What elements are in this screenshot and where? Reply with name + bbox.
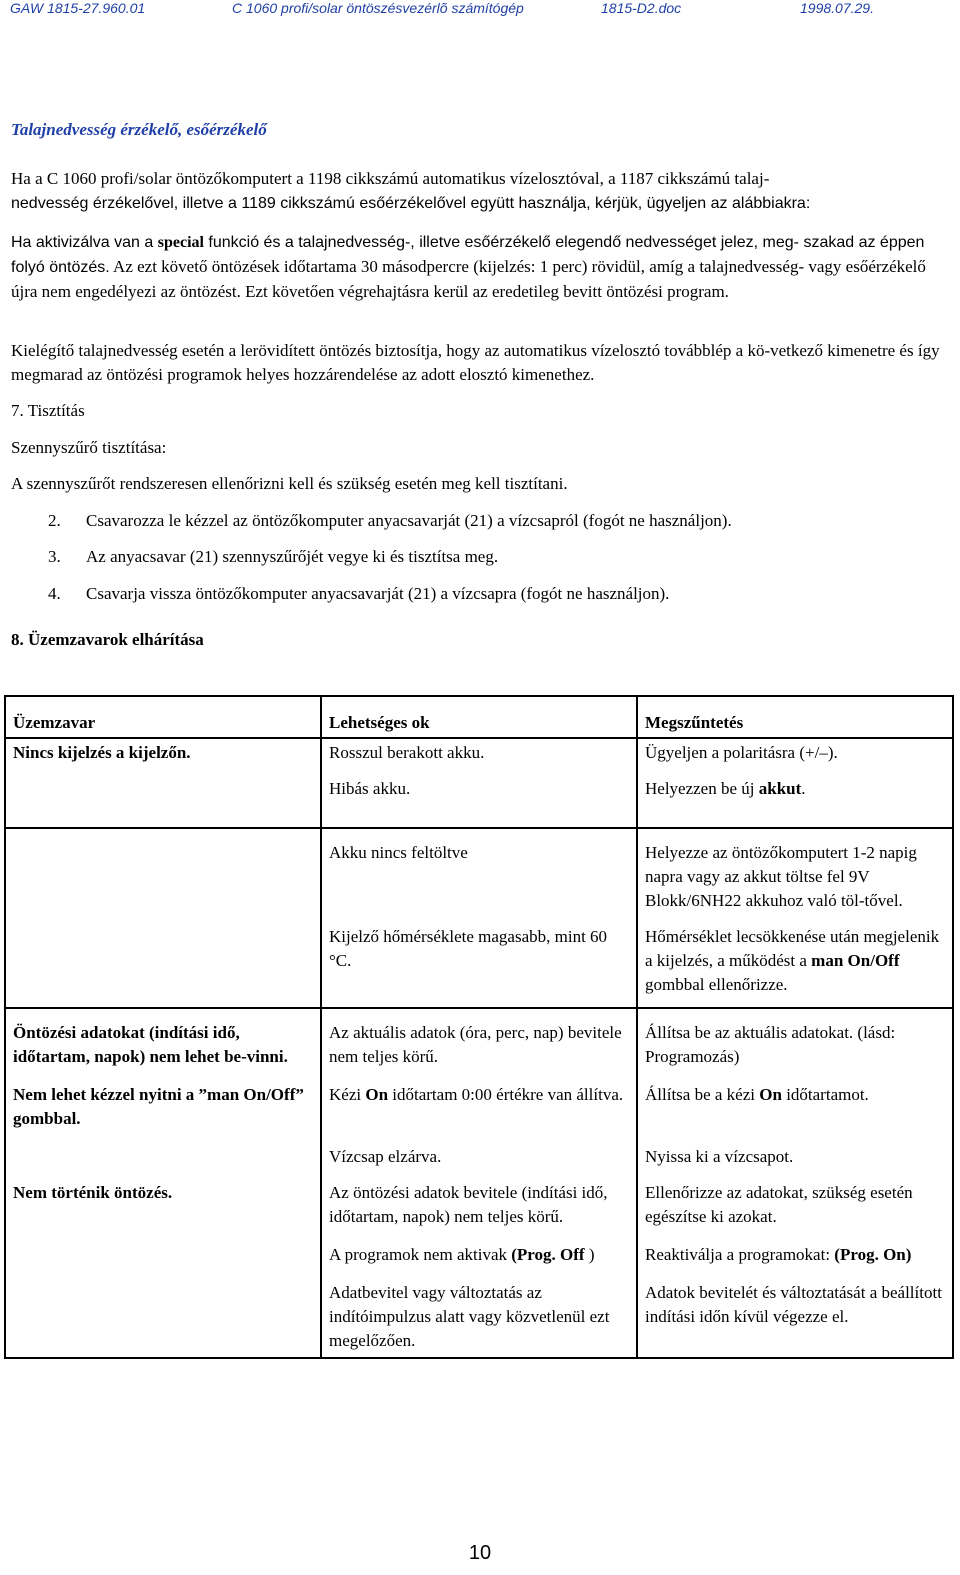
cause-cell: Az öntözési adatok bevitele (indítási idő, időtartam, napok) nem teljes körű. [321,1169,637,1229]
fix-cell: Ellenőrizze az adatokat, szükség esetén egészítse ki azokat. [637,1169,953,1229]
fix-bold: man On/Off [811,951,900,970]
fix-cell [637,1069,953,1131]
fix-cell [637,913,953,1008]
fix-text: gombbal ellenőrizze. [645,975,788,994]
table-header-row [5,696,953,738]
cause-text: Kézi [329,1085,366,1104]
cause-cell: Hibás akku. [321,765,637,828]
fault-cell: Nincs kijelzés a kijelzőn. [5,738,321,765]
table-row [5,765,953,828]
fix-bold: On [759,1085,782,1104]
list-item-text: Csavarja vissza öntözőkomputer anyacsavarját (21) a vízcsapra (fogót ne használjon). [86,584,670,603]
page-number: 10 [468,1542,492,1564]
special-function-paragraph [11,231,946,305]
fault-cell [5,765,321,828]
fix-cell: Helyezze az öntözőkomputert 1-2 napig napra vagy az akkut töltse fel 9V Blokk/6NH22 akkuhoz való töl-tővel. [637,828,953,913]
table-row [5,1069,953,1131]
header-title: C 1060 profi/solar öntöszésvezérlõ számítógép [232,0,524,16]
cause-text: A programok nem aktivak [329,1245,512,1264]
fix-cell [637,1229,953,1267]
fix-text: Helyezzen be új [645,779,759,798]
fix-text: . [801,779,806,798]
section-title: Talajnedvesség érzékelő, esőérzékelő [11,120,267,139]
special-keyword: special [157,234,204,251]
table-row [5,1229,953,1267]
intro-paragraph [11,167,946,216]
fix-cell: Ügyeljen a polaritásra (+/–). [637,738,953,765]
filter-text: A szennyszűrőt rendszeresen ellenőrizni kell és szükség esetén meg kell tisztítani. [11,474,568,493]
header-date: 1998.07.29. [800,0,874,16]
cause-cell: Vízcsap elzárva. [321,1131,637,1169]
fix-bold: (Prog. On) [834,1245,912,1264]
intro-line-2: nedvesség érzékelővel, illetve a 1189 cikkszámú esőérzékelővel együtt használja, kérjük, ügyeljen az alábbiakra: [11,195,811,212]
list-item-text: Az anyacsavar (21) szennyszűrőjét vegye ki és tisztítsa meg. [86,547,499,566]
cause-bold: (Prog. Off [511,1245,585,1264]
table-row [5,738,953,765]
list-item [48,545,928,569]
soil-moisture-paragraph: Kielégítő talajnedvesség esetén a lerövidített öntözés biztosítja, hogy az automatikus vízelosztó továbblép a kö-vetkező kimenetre és így megmarad az öntözési programok helyes hozzárendelése az adott elosztó kimenethez. [11,341,940,384]
fault-cell [5,1229,321,1267]
cause-cell: Adatbevitel vagy változtatás az indítóimpulzus alatt vagy közvetlenül ezt megelőzően. [321,1267,637,1358]
p2-text-c: szakad az éppen folyó öntözés. [11,234,925,276]
fix-text: Hőmérséklet lecsökkenése után megjelenik a kijelzés, a működést a [645,927,940,970]
cause-bold: On [365,1085,389,1104]
fault-cell: Nem lehet kézzel nyitni a ”man On/Off” gombbal. [5,1069,321,1131]
troubleshooting-table [4,695,954,1359]
fix-text: Reaktiválja a programokat: [645,1245,835,1264]
filter-subheading: Szennyszűrő tisztítása: [11,438,167,457]
column-header: Üzemzavar [5,696,321,738]
table-row [5,1008,953,1069]
cause-text: ) [584,1245,595,1264]
cause-cell [321,1229,637,1267]
cleaning-heading: 7. Tisztítás [11,401,85,420]
list-item [48,582,928,606]
fault-cell [5,1267,321,1358]
troubleshooting-heading: 8. Üzemzavarok elhárítása [11,630,204,649]
fix-bold: akkut [758,779,802,798]
header-file: 1815-D2.doc [601,0,682,16]
table-row [5,1131,953,1169]
cause-cell: Rosszul berakott akku. [321,738,637,765]
list-item-number: 2. [48,511,61,530]
fix-cell [637,765,953,828]
table-row [5,828,953,913]
fault-cell [5,828,321,913]
fix-text: Állítsa be a kézi [645,1085,760,1104]
column-header: Lehetséges ok [321,696,637,738]
intro-line-1: Ha a C 1060 profi/solar öntözőkomputert a 1198 cikkszámú automatikus vízelosztóval, a 1187 cikkszámú talaj- [11,169,770,188]
header-doc-code: GAW 1815-27.960.01 [10,0,146,16]
p2-text-d: Az ezt követő öntözések időtartama 30 másodpercre (kijelzés: 1 perc) rövidül, amíg a talajnedvesség- vagy esőérzékelő újra nem engedélyezi az öntözést. Ezt követően végrehajtásra kerül az eredetileg bevitt öntözési program. [11,257,926,301]
cause-cell: Kijelző hőmérséklete magasabb, mint 60 °C. [321,913,637,1008]
table-row [5,913,953,1008]
fault-cell [5,1131,321,1169]
list-item-number: 4. [48,584,61,603]
fix-cell: Adatok bevitelét és változtatását a beállított indítási időn kívül végezze el. [637,1267,953,1358]
cause-cell [321,1069,637,1131]
list-item-text: Csavarozza le kézzel az öntözőkomputer anyacsavarját (21) a vízcsapról (fogót ne használjon). [86,511,732,530]
cause-cell: Az aktuális adatok (óra, perc, nap) bevitele nem teljes körű. [321,1008,637,1069]
fault-cell [5,913,321,1008]
fault-cell: Nem történik öntözés. [5,1169,321,1229]
p2-text-b: funkció és a talajnedvesség-, illetve esőérzékelő elegendő nedvességet jelez, meg- [203,234,799,251]
fault-cell: Öntözési adatokat (indítási idő, időtartam, napok) nem lehet be-vinni. [5,1008,321,1069]
table-row [5,1267,953,1358]
list-item-number: 3. [48,547,61,566]
table-row [5,1169,953,1229]
list-item [48,509,928,533]
fix-text: időtartamot. [781,1085,869,1104]
fix-cell: Állítsa be az aktuális adatokat. (lásd: Programozás) [637,1008,953,1069]
fix-cell: Nyissa ki a vízcsapot. [637,1131,953,1169]
page-header [10,0,950,20]
cause-cell: Akku nincs feltöltve [321,828,637,913]
column-header: Megszűntetés [637,696,953,738]
cause-text: időtartam 0:00 értékre van állítva. [388,1085,624,1104]
p2-text-a: Ha aktivizálva van a [11,234,158,251]
